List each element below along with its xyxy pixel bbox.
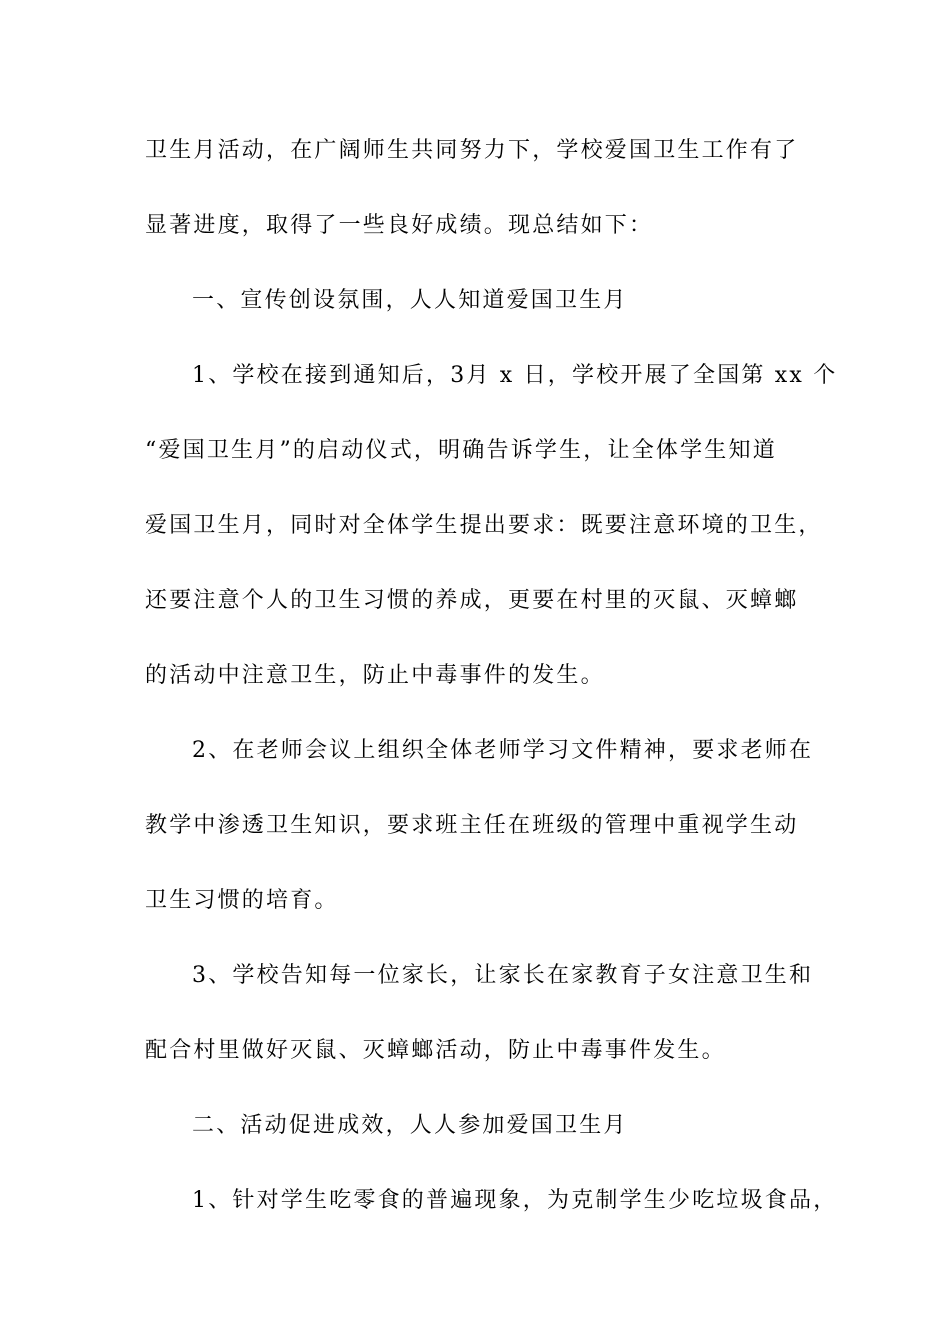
paragraph-line-6: 爱国卫生月，同时对全体学生提出要求：既要注意环境的卫生，: [145, 513, 823, 538]
paragraph-line-2: 显著进度，取得了一些良好成绩。现总结如下：: [145, 213, 654, 238]
paragraph-line-8: 的活动中注意卫生，防止中毒事件的发生。: [145, 663, 605, 688]
paragraph-line-11: 卫生习惯的培育。: [145, 888, 339, 913]
section-heading-2: 二、活动促进成效，人人参加爱国卫生月: [192, 1113, 628, 1138]
paragraph-line-9: 2、在老师会议上组织全体老师学习文件精神，要求老师在: [192, 738, 814, 763]
paragraph-line-7: 还要注意个人的卫生习惯的养成，更要在村里的灭鼠、灭蟑螂: [145, 588, 799, 613]
paragraph-line-5: “爱国卫生月”的启动仪式，明确告诉学生，让全体学生知道: [145, 438, 777, 463]
paragraph-line-4: 1、学校在接到通知后，3月 x 日，学校开展了全国第 xx 个: [192, 363, 838, 388]
paragraph-line-12: 3、学校告知每一位家长，让家长在家教育子女注意卫生和: [192, 963, 814, 988]
paragraph-line-13: 配合村里做好灭鼠、灭蟑螂活动，防止中毒事件发生。: [145, 1038, 726, 1063]
section-heading-1: 一、宣传创设氛围，人人知道爱国卫生月: [192, 288, 628, 313]
paragraph-line-15: 1、针对学生吃零食的普遍现象，为克制学生少吃垃圾食品，: [192, 1188, 838, 1213]
paragraph-line-1: 卫生月活动，在广阔师生共同努力下，学校爱国卫生工作有了: [145, 138, 799, 163]
paragraph-line-10: 教学中渗透卫生知识，要求班主任在班级的管理中重视学生动: [145, 813, 799, 838]
